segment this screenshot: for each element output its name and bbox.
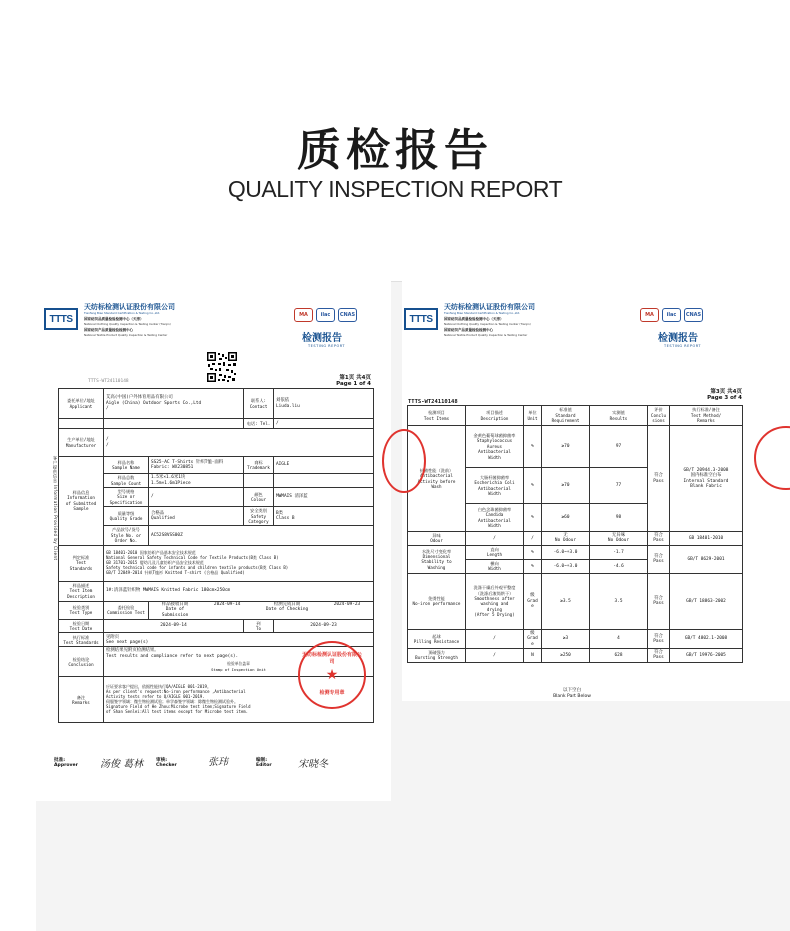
client-label: 委托单位/地址 Applicant bbox=[59, 389, 104, 419]
odour-item: 异味 Odour bbox=[408, 532, 466, 546]
report-title-en: TESTING REPORT bbox=[308, 344, 346, 348]
noiron-unit: 级 Grade bbox=[524, 573, 542, 629]
lab-name-p3: 天纺标检测认证股份有限公司 bbox=[444, 303, 535, 311]
grade-value: 合格品 Qualified bbox=[149, 507, 244, 526]
antibacterial-item: 抗菌性能（洗前） Antibacterial Activity before Wash bbox=[408, 426, 466, 532]
stamp-bottom-text: 检测专用章 bbox=[319, 690, 345, 696]
sample-count-label: 样品总数 Sample Count bbox=[104, 474, 149, 488]
ilac-mark-icon: ilac bbox=[662, 308, 681, 322]
spec-label: 型号规格 Size or Specification bbox=[104, 488, 149, 507]
bursting-res: 628 bbox=[590, 649, 648, 663]
trademark-label: 商标 Trademark bbox=[244, 457, 274, 474]
to-label: 到 To bbox=[244, 619, 274, 633]
sample-name-label: 样品名称 Sample Name bbox=[104, 457, 149, 474]
antibac-req-3: ≥60 bbox=[542, 504, 590, 532]
antibac-unit-2: % bbox=[524, 468, 542, 504]
antibac-res-2: 77 bbox=[590, 468, 648, 504]
editor-label: 编制: Editor bbox=[256, 758, 272, 768]
checker-signature: 张玮 bbox=[208, 757, 228, 768]
lab-line1-en: National Clothing Quality Inspection & Testing Center (Tianjin) bbox=[84, 322, 171, 326]
odour-method: GB 18401-2010 bbox=[670, 532, 743, 546]
col-header-conclusions: 评价 Conclusions bbox=[648, 406, 670, 426]
partial-stamp-right bbox=[754, 426, 790, 490]
pilling-item: 起球 Pilling Resistance bbox=[408, 629, 466, 648]
stamp-star-icon: ★ bbox=[325, 667, 339, 683]
table-row bbox=[408, 573, 743, 629]
report-title: 检测报告 bbox=[302, 333, 342, 344]
test-standards-value: 见附页 See next page(s) bbox=[104, 633, 374, 647]
report-title-en-p3: TESTING REPORT bbox=[664, 344, 702, 348]
official-stamp bbox=[298, 641, 366, 709]
dim-unit-1: % bbox=[524, 545, 542, 559]
dim-res-2: -4.6 bbox=[590, 559, 648, 573]
col-header-items: 检测项目 Test Items bbox=[408, 406, 466, 426]
grade-label: 质量等级 Quality Grade bbox=[104, 507, 149, 526]
dim-unit-2: % bbox=[524, 559, 542, 573]
stamp-text: 天纺标检测认证股份有限公司 bbox=[301, 652, 362, 665]
approver-signature: 汤俊 葛林 bbox=[100, 759, 144, 770]
conclusion-value: 检测结果见附页检测结果。 Test results and compliance refer to next page(s). bbox=[106, 648, 239, 659]
lab-header-p3 bbox=[402, 281, 790, 361]
antibac-req-1: ≥70 bbox=[542, 426, 590, 468]
pilling-req: ≥3 bbox=[542, 629, 590, 648]
col-header-requirement: 标准值 Standard Requirement bbox=[542, 406, 590, 426]
test-standards-label: 执行标准 Test Standards bbox=[59, 633, 104, 647]
table-row bbox=[408, 532, 743, 546]
ma-mark-icon: MA bbox=[294, 308, 313, 322]
noiron-item: 免烫性能 No-iron performance bbox=[408, 573, 466, 629]
odour-req: 无 No Odour bbox=[542, 532, 590, 546]
client-value: 艾高(中国)户外体育用品有限公司 Aigle (China) Outdoor Sports Co.,Ltd / bbox=[104, 389, 244, 419]
lab-name-en-p3: Tianfang Biao Standard Certification & Testing Co.,Ltd. bbox=[444, 311, 521, 315]
sample-info-label: 样品信息 Information of Submitted Sample bbox=[59, 457, 104, 546]
safety-value: B类 Class B bbox=[274, 507, 374, 526]
lab-name-en: Tianfang Biao Standard Certification & Testing Co.,Ltd. bbox=[84, 311, 161, 315]
checking-date-label: 检测完成日期 Date of Checking bbox=[265, 602, 309, 613]
dim-conclusion: 符合 Pass bbox=[648, 545, 670, 573]
test-date-value: 2024-09-14 bbox=[104, 619, 244, 633]
editor-signature: 宋晓冬 bbox=[298, 759, 328, 770]
bursting-unit: N bbox=[524, 649, 542, 663]
noiron-method: GB/T 18863-2002 bbox=[670, 573, 743, 629]
table-row bbox=[408, 649, 743, 663]
page-number-en: Page 1 of 4 bbox=[336, 381, 371, 387]
noiron-desc: 洗涤干燥后外观平整度 （洗涤后滚筒烘干） Smoothness after washing and drying (After 5 Drying) bbox=[466, 573, 524, 629]
description-value: 1#:清泽蓝针织物 MWMAIS Knitted Fabric 180cm×250cm bbox=[104, 581, 374, 601]
noiron-req: ≥3.5 bbox=[542, 573, 590, 629]
client-info-side-label: 客户提供信息 Information Provided by Client bbox=[53, 456, 58, 561]
bursting-conclusion: 符合 Pass bbox=[648, 649, 670, 663]
bursting-item: 顶破强力 Bursting Strength bbox=[408, 649, 466, 663]
tel-value: / bbox=[274, 419, 374, 429]
contact-value: 刘依依 Liuda.liu bbox=[274, 389, 374, 419]
standard-value: GB 18401-2010 国家纺织产品基本安全技术规范 National General Safety Technical Code for Textile Products(B类 Class B) GB 31701-2015 婴幼儿及儿童纺织产品安全技术规范 Safety technical code for infants and children textile products(B类 Class B) GB/T 22849-2014 针织T恤衫 Knitted T-shirt (合格品 Qualified) bbox=[104, 545, 374, 581]
noiron-conclusion: 符合 Pass bbox=[648, 573, 670, 629]
antibac-desc-1: 金黄色葡萄球菌抑菌率 Staphylococcus Aureus Antibacterial Width bbox=[466, 426, 524, 468]
accreditation-marks-p3 bbox=[640, 308, 703, 322]
antibac-unit-1: % bbox=[524, 426, 542, 468]
page-number-en-p3: Page 3 of 4 bbox=[707, 395, 742, 401]
safety-label: 安全类别 Safety Category bbox=[244, 507, 274, 526]
pilling-conclusion: 符合 Pass bbox=[648, 629, 670, 648]
ilac-mark-icon: ilac bbox=[316, 308, 335, 322]
description-label: 样品描述 Test Item Description bbox=[59, 581, 104, 601]
odour-res: 无异味 No Odour bbox=[590, 532, 648, 546]
antibac-desc-3: 白色念珠菌抑菌率 Candida Antibacterial Width bbox=[466, 504, 524, 532]
hero-title: 质检报告 bbox=[297, 125, 493, 176]
test-type-label: 检验类别 Test Type bbox=[59, 601, 104, 619]
col-header-results: 实测值 Results bbox=[590, 406, 648, 426]
noiron-res: 3.5 bbox=[590, 573, 648, 629]
order-label: 产品款号/货号 Style No. or Order No. bbox=[104, 526, 149, 545]
manufacturer-label: 生产单位/地址 Manufacturer bbox=[59, 429, 104, 457]
col-header-method: 执行标准/备注 Test Method/ Remarks bbox=[670, 406, 743, 426]
bursting-method: GB/T 19976-2005 bbox=[670, 649, 743, 663]
lab-line1: 国家纺织品质量检验检测中心（天津） bbox=[84, 317, 144, 321]
bursting-req: ≥250 bbox=[542, 649, 590, 663]
lab-header bbox=[36, 281, 391, 361]
page-number-cn: 第1页 共4页 bbox=[339, 375, 371, 381]
dimensional-item: 水洗尺寸变化率 Dimensional Stability to Washing bbox=[408, 545, 466, 573]
table-header-row bbox=[408, 406, 743, 426]
dim-req-2: -6.0~+3.0 bbox=[542, 559, 590, 573]
colour-label: 颜色 Colour bbox=[244, 488, 274, 507]
pilling-method: GB/T 4802.1-2008 bbox=[670, 629, 743, 648]
standard-label: 判定标准 Test Standards bbox=[59, 545, 104, 581]
spec-value: / bbox=[149, 488, 244, 507]
submission-date-value: 2024-09-14 bbox=[213, 602, 241, 608]
antibac-res-3: 98 bbox=[590, 504, 648, 532]
lab-line2-en-p3: National Textile Product Quality Inspection & Testing Center bbox=[444, 333, 528, 337]
submission-date-label: 样品接收日期 Date of Submission bbox=[161, 602, 189, 618]
conclusion-label: 检验结论 Conclusion bbox=[59, 647, 104, 677]
to-value: 2024-09-23 bbox=[274, 619, 374, 633]
hero-subtitle: QUALITY INSPECTION REPORT bbox=[227, 176, 563, 202]
checker-label: 审核: Checker bbox=[156, 758, 177, 768]
remarks-value: 应证要求客户提出，依据性能执行QA/AIGLE 001-2019。 As per client's request:No-iron performance ,Antibacterial Activity tests refer to Q/AIGLE 001-2019. 伺服签字领域：微生物检测试验；单学森签字领域：除微生物检测试验外。 Signature Field of He Zhou:Microbe test item;Signature Field of Shan Senlei:All test items except for Microbe test item. bbox=[104, 677, 374, 723]
test-date-label: 检验日期 Test Date bbox=[59, 619, 104, 633]
antibac-res-1: 97 bbox=[590, 426, 648, 468]
blank-below-cn: 以下空白 bbox=[563, 688, 581, 693]
lab-logo: TTTS bbox=[44, 308, 78, 330]
stamp-note: 检验单位盖章 Stamp of Inspection Unit bbox=[211, 661, 266, 672]
antibac-unit-3: % bbox=[524, 504, 542, 532]
report-page-3 bbox=[402, 281, 790, 701]
cnas-mark-icon: CNAS bbox=[338, 308, 357, 322]
cnas-mark-icon: CNAS bbox=[684, 308, 703, 322]
test-results-table bbox=[407, 405, 743, 663]
colour-value: MWMAIS 清泽蓝 bbox=[274, 488, 374, 507]
ma-mark-icon: MA bbox=[640, 308, 659, 322]
accreditation-marks bbox=[294, 308, 357, 322]
blank-below-en: Blank Part Below bbox=[553, 694, 591, 699]
lab-line2: 国家纺织产品质量检验检测中心 bbox=[84, 328, 133, 332]
lab-name: 天纺标检测认证股份有限公司 bbox=[84, 303, 175, 311]
pilling-unit: 级 Grade bbox=[524, 629, 542, 648]
trademark-value: AIGLE bbox=[274, 457, 374, 474]
lab-line2-en: National Textile Product Quality Inspection & Testing Center bbox=[84, 333, 168, 337]
odour-desc: / bbox=[466, 532, 524, 546]
antibac-conclusion: 符合 Pass bbox=[648, 426, 670, 532]
lab-line1-en-p3: National Clothing Quality Inspection & Testing Center (Tianjin) bbox=[444, 322, 531, 326]
antibac-req-2: ≥70 bbox=[542, 468, 590, 504]
report-number-top: TTTS-WT24110148 bbox=[88, 379, 129, 384]
pilling-res: 4 bbox=[590, 629, 648, 648]
report-page-1 bbox=[36, 281, 391, 801]
dim-res-1: -1.7 bbox=[590, 545, 648, 559]
sample-name-value: SS25-AC T-Shirts 针织T恤-面料 Fabric: WX230851 bbox=[149, 457, 244, 474]
table-row bbox=[408, 426, 743, 468]
pilling-desc: / bbox=[466, 629, 524, 648]
checking-date-value: 2024-09-23 bbox=[333, 602, 361, 608]
partial-stamp-left bbox=[382, 429, 426, 493]
page-number-cn-p3: 第3页 共4页 bbox=[710, 389, 742, 395]
remarks-label: 备注 Remarks bbox=[59, 677, 104, 723]
tel-label: 电话: Tel. bbox=[244, 419, 274, 429]
antibac-method: GB/T 20944.3-2008 国内标准空白布 Internal Standard Blank Fabric bbox=[670, 426, 743, 532]
report-title-p3: 检测报告 bbox=[658, 333, 698, 344]
test-type-value: 委托检验 Commission Test bbox=[104, 601, 149, 619]
order-value: AC52S8VSS00Z bbox=[149, 526, 374, 545]
sample-count-value: 1.5米×1.6米1块 1.5m×1.6m1Piece bbox=[149, 474, 244, 488]
approver-label: 批准: Approver bbox=[54, 758, 78, 768]
table-row bbox=[408, 629, 743, 648]
dim-req-1: -6.0~+3.0 bbox=[542, 545, 590, 559]
lab-line1-p3: 国家纺织品质量检验检测中心（天津） bbox=[444, 317, 504, 321]
report-number-p3: TTTS-WT24110148 bbox=[408, 399, 458, 405]
contact-label: 联系人: Contact bbox=[244, 389, 274, 419]
col-header-description: 项目描述 Description bbox=[466, 406, 524, 426]
lab-line2-p3: 国家纺织产品质量检验检测中心 bbox=[444, 328, 493, 332]
qr-code-icon bbox=[206, 351, 238, 383]
table-row bbox=[408, 545, 743, 559]
manufacturer-value: / / bbox=[104, 429, 374, 457]
odour-conclusion: 符合 Pass bbox=[648, 532, 670, 546]
antibac-desc-2: 大肠杆菌抑菌率 Escherichia Coli Antibacterial Width bbox=[466, 468, 524, 504]
col-header-unit: 单位 Unit bbox=[524, 406, 542, 426]
dim-desc-2: 横向 Width bbox=[466, 559, 524, 573]
dim-desc-1: 直向 Length bbox=[466, 545, 524, 559]
odour-unit: / bbox=[524, 532, 542, 546]
lab-logo-p3: TTTS bbox=[404, 308, 438, 330]
dim-method: GB/T 8629-2001 bbox=[670, 545, 743, 573]
bursting-desc: / bbox=[466, 649, 524, 663]
